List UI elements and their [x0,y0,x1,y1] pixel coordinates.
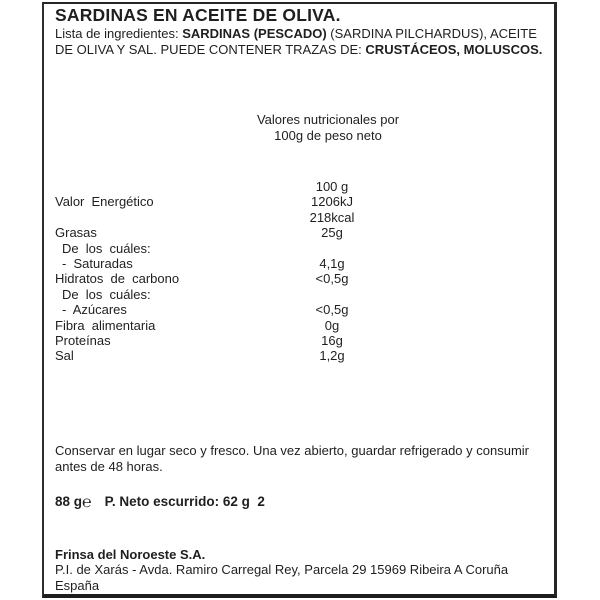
ingredients-prefix: Lista de ingredientes: [55,26,183,41]
manufacturer-name: Frinsa del Noroeste S.A. [55,547,206,562]
nutrition-row [55,241,549,256]
nutrition-value: 218kcal [309,209,355,225]
ingredients-species: (SARDINA PILCHARDUS), [326,26,490,41]
nutrition-header-line1: Valores nutricionales por [256,112,400,127]
nutrition-row [55,179,549,194]
manufacturer-country: España [55,577,100,593]
drained-weight: P. Neto escurrido: 62 g 2 [104,494,265,509]
nutrition-value: 1,2g [319,348,345,364]
nutrition-label: Hidratos de carbono [55,271,180,287]
nutrition-label: Sal [55,348,74,364]
storage-instructions: Conservar en lugar seco y fresco. Una vez abierto, guardar refrigerado y consumir antes de 48 horas. [55,443,529,474]
product-label-box [42,2,557,598]
nutrition-value: <0,5g [315,302,349,318]
nutrition-value: 25g [321,225,343,241]
nutrition-label: Valor Energético [55,194,154,210]
nutrition-row [55,225,549,240]
nutrition-row [55,333,549,348]
nutrition-label: De los cuáles: [62,240,151,256]
nutrition-row [55,210,549,225]
ingredients-allergen-sardinas: SARDINAS (PESCADO) [182,26,327,41]
nutrition-row [55,302,549,317]
product-title: SARDINAS EN ACEITE DE OLIVA. [55,5,341,25]
net-weight: 88 g [55,494,83,509]
nutrition-value: 1206kJ [311,194,353,210]
ingredients-paragraph [55,26,549,57]
nutrition-header [178,112,478,143]
nutrition-row [55,287,549,302]
nutrition-table [55,179,549,364]
nutrition-value: <0,5g [315,271,349,287]
nutrition-label: Grasas [55,225,97,241]
net-weight-line [55,494,265,512]
nutrition-label: Proteínas [55,332,111,348]
ingredients-allergen-moluscos: MOLUSCOS. [463,41,543,57]
estimated-sign-icon: ℮ [82,494,92,511]
nutrition-value: 0g [324,317,340,333]
nutrition-row [55,318,549,333]
nutrition-row [55,348,549,363]
ingredients-rest: ACEITE DE OLIVA Y SAL. PUEDE CONTENER TRAZAS DE: [55,26,537,57]
manufacturer-block [55,547,551,593]
nutrition-label: Fibra alimentaria [55,317,156,333]
nutrition-label: - Saturadas [62,255,133,271]
nutrition-header-line2: 100g de peso neto [274,127,382,143]
nutrition-label: De los cuáles: [62,286,151,302]
nutrition-row [55,271,549,286]
manufacturer-address: P.I. de Xarás - Avda. Ramiro Carregal Rey, Parcela 29 15969 Ribeira A Coruña [55,562,509,578]
nutrition-row [55,194,549,209]
nutrition-label: - Azúcares [62,302,127,318]
nutrition-row [55,256,549,271]
ingredients-allergen-crustaceos: CRUSTÁCEOS, [365,41,464,57]
nutrition-value: 4,1g [319,255,345,271]
nutrition-value: 100 g [315,179,349,194]
nutrition-value: 16g [321,332,343,348]
